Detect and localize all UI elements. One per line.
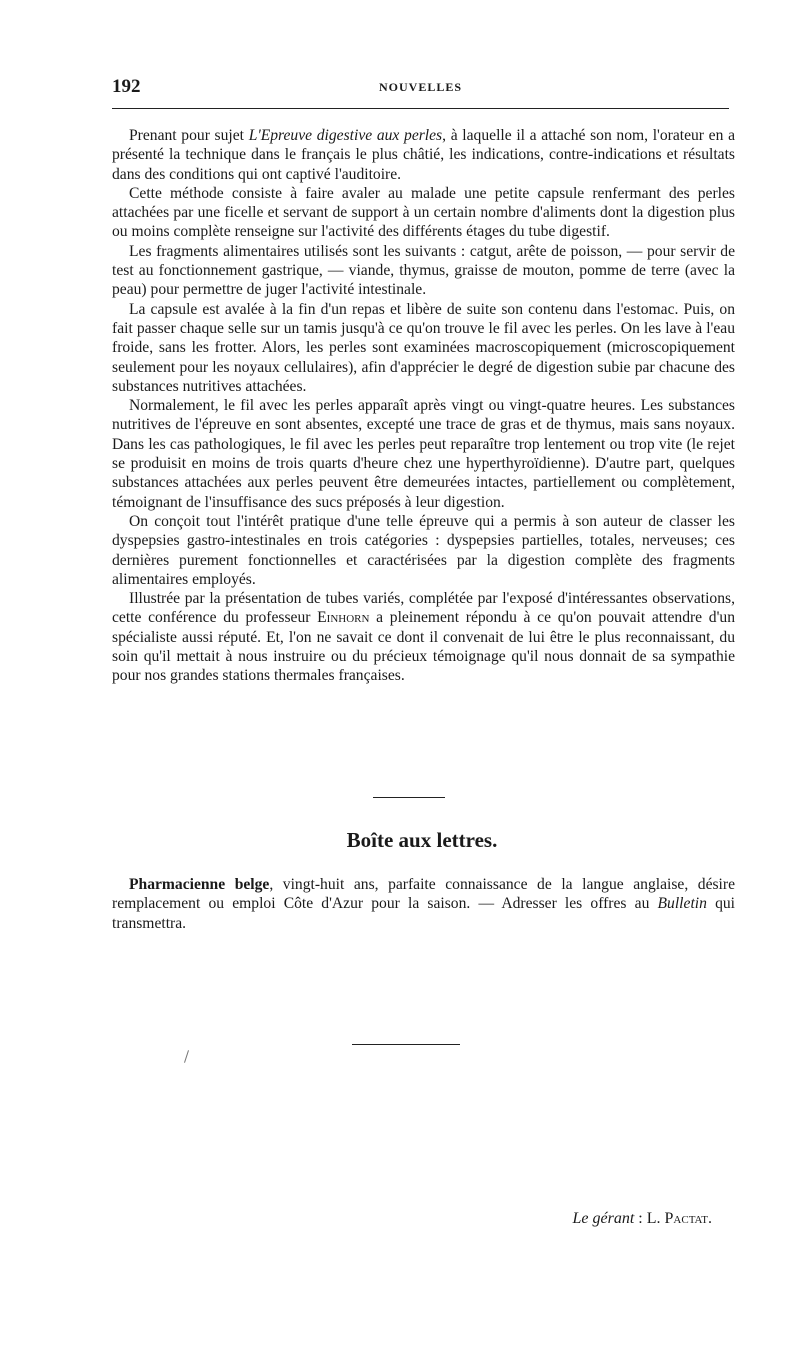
stray-mark <box>184 1050 189 1063</box>
paragraph-7: Illustrée par la présentation de tubes variés, complétée par l'exposé d'intéressantes observations, cette conférence du professeur Einhorn a pleinement répondu à ce qu'on pouvait attendre d'un spécialiste aussi réputé. Et, l'on ne savait ce dont il convenait de lui être le plus reconnaissant, du soin qu'il mettait à nous instruire ou du précieux témoignage qu'il nous donnait de sa sympathie pour nos grandes stations thermales françaises. <box>112 590 735 685</box>
header-rule <box>112 108 729 109</box>
page-header <box>112 76 729 98</box>
paragraph-4: La capsule est avalée à la fin d'un repas et libère de suite son contenu dans l'estomac. Puis, on fait passer chaque selle sur un tamis jusqu'à ce qu'on trouve le fil avec les perles. On les lave à l'eau froide, sans les frotter. Alors, les perles sont examinées macroscopiquement (microscopiquement seulement pour les noyaux cellulaires), afin d'apprécier le degré de digestion subie par chacune des substances nutritives attachées. <box>112 300 735 395</box>
ad-heading: Pharmacienne belge <box>129 876 270 893</box>
page-number: 192 <box>112 76 141 97</box>
end-separator <box>352 1044 460 1045</box>
bulletin-title: Bulletin <box>657 895 707 913</box>
article-body <box>112 126 735 686</box>
signature-label: Le gérant <box>572 1210 635 1227</box>
paragraph-6: On conçoit tout l'intérêt pratique d'une telle épreuve qui a permis à son auteur de classer les dyspepsies gastro-intestinales en trois catégories : dyspepsies partielles, totales, nerveuses; ces dernières purement fonctionnelles et caractérisées par la digestion complète des fragments alimentaires employés. <box>112 512 735 588</box>
section-separator <box>373 797 445 798</box>
author-name: Einhorn <box>317 609 370 627</box>
paragraph-5: Normalement, le fil avec les perles apparaît après vingt ou vingt-quatre heures. Les substances nutritives de l'épreuve en sont absentes, excepté une trace de gras et de thymus, mais sans noyaux. Dans les cas pathologiques, le fil avec les perles peut reparaître trop lentement ou trop vite (le rejet se produisit en moins de trois quarts d'heure chez une hyperthyroïdienne). D'autre part, quelques substances attachées aux perles peuvent être demeurées intactes, partiellement ou complètement, témoignant de l'insuffisance des sucs préposés à leur digestion. <box>112 397 735 511</box>
signature: Le gérant : L. Pactat. <box>572 1210 712 1227</box>
book-title: L'Epreuve digestive aux perles <box>248 127 443 144</box>
section-title: Boîte aux lettres. <box>346 828 498 852</box>
ad-text: Pharmacienne belge, vingt-huit ans, parfaite connaissance de la langue anglaise, désire remplacement ou emploi Côte d'Azur pour la saison. — Adresser les offres au Bulletin qui transmettra. <box>112 876 736 932</box>
paragraph-1: Prenant pour sujet L'Epreuve digestive aux perles, à laquelle il a attaché son nom, l'orateur en a présenté la technique dans le français le plus châtié, les indications, contre-indications et résultats dans des conditions qui ont captivé l'auditoire. <box>112 127 735 183</box>
classified-ad <box>112 875 735 933</box>
running-head: NOUVELLES <box>378 80 463 94</box>
paragraph-2: Cette méthode consiste à faire avaler au malade une petite capsule renfermant des perles attachées par une ficelle et servant de support à un certain nombre d'aliments dont la digestion plus ou moins complète renseigne sur l'activité des différents étages du tube digestif. <box>112 184 735 241</box>
paragraph-3: Les fragments alimentaires utilisés sont les suivants : catgut, arête de poisson, — pour servir de test au fonctionnement gastrique, — viande, thymus, graisse de mouton, pomme de terre (avec la peau) pour permettre de juger l'activité intestinale. <box>112 242 735 299</box>
signature-name: L. Pactat. <box>646 1210 712 1227</box>
